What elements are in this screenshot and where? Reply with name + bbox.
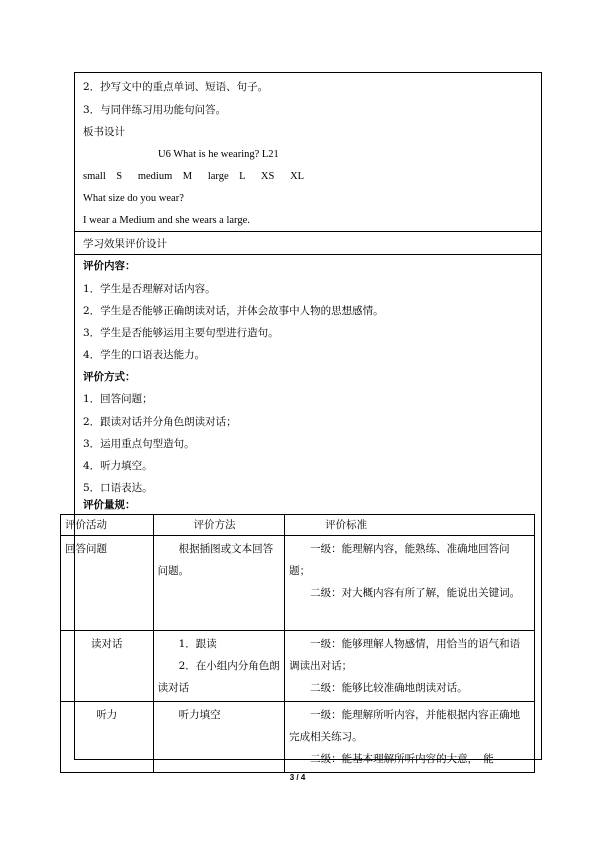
table-row — [61, 536, 535, 631]
content-item: 3．学生是否能够运用主要句型进行造句。 — [83, 327, 279, 339]
content-item: 4．学生的口语表达能力。 — [83, 349, 206, 361]
standard-cell — [285, 702, 535, 773]
rubric-table — [60, 514, 535, 773]
activity-cell: 回答问题 — [61, 536, 154, 631]
divider-top — [74, 231, 542, 232]
standard-text: 二级：能基本理解所听内容的大意， 能 — [310, 753, 494, 765]
standard-text: 一级：能理解内容，能熟练、准确地回答问题； — [289, 543, 510, 577]
board-sizes: small S medium M large L XS XL — [83, 171, 305, 182]
rubric-title: 评价量规： — [83, 499, 136, 511]
standard-text: 二级：对大概内容有所了解，能说出关键词。 — [310, 587, 521, 599]
standard-text: 二级：能够比较准确地朗读对话。 — [310, 682, 468, 694]
divider-bottom — [74, 254, 542, 255]
board-title: U6 What is he wearing? L21 — [158, 149, 279, 160]
method-cell — [153, 702, 285, 773]
method-item: 3．运用重点句型造句。 — [83, 438, 195, 450]
content-item: 1．学生是否理解对话内容。 — [83, 283, 216, 295]
board-answer: I wear a Medium and she wears a large. — [83, 215, 250, 226]
activity-cell: 听力 — [61, 702, 154, 773]
text-line: 3．与同伴练习用功能句问答。 — [83, 104, 227, 116]
header-standard: 评价标准 — [285, 515, 535, 536]
method-text: 1．跟读 — [178, 638, 217, 650]
page-number: 3 / 4 — [289, 773, 306, 782]
standard-text: 一级：能够理解人物感情，用恰当的语气和语调读出对话； — [289, 638, 521, 672]
section-header: 学习效果评价设计 — [83, 238, 167, 250]
activity-cell: 读对话 — [61, 631, 154, 702]
method-item: 1．回答问题； — [83, 393, 153, 405]
table-row — [61, 631, 535, 702]
content-title: 评价内容： — [83, 260, 136, 272]
header-activity: 评价活动 — [61, 515, 154, 536]
method-text: 2．在小组内分角色朗读对话 — [157, 660, 280, 694]
standard-cell — [285, 631, 535, 702]
header-method: 评价方法 — [153, 515, 285, 536]
board-design-label: 板书设计 — [83, 126, 125, 138]
method-text: 听力填空 — [178, 709, 221, 721]
method-cell — [153, 631, 285, 702]
standard-text: 一级：能理解所听内容，并能根据内容正确地完成相关练习。 — [289, 709, 521, 743]
table-header-row — [61, 515, 535, 536]
method-title: 评价方式： — [83, 371, 136, 383]
content-item: 2．学生是否能够正确朗读对话，并体会故事中人物的思想感情。 — [83, 305, 384, 317]
method-item: 4．听力填空。 — [83, 460, 153, 472]
method-item: 5．口语表达。 — [83, 482, 153, 494]
method-text: 根据插图或文本回答问题。 — [157, 543, 274, 577]
table-row — [61, 702, 535, 773]
method-item: 2．跟读对话并分角色朗读对话； — [83, 416, 237, 428]
method-cell — [153, 536, 285, 631]
board-question: What size do you wear? — [83, 193, 184, 204]
standard-cell — [285, 536, 535, 631]
text-line: 2．抄写文中的重点单词、短语、句子。 — [83, 81, 269, 93]
